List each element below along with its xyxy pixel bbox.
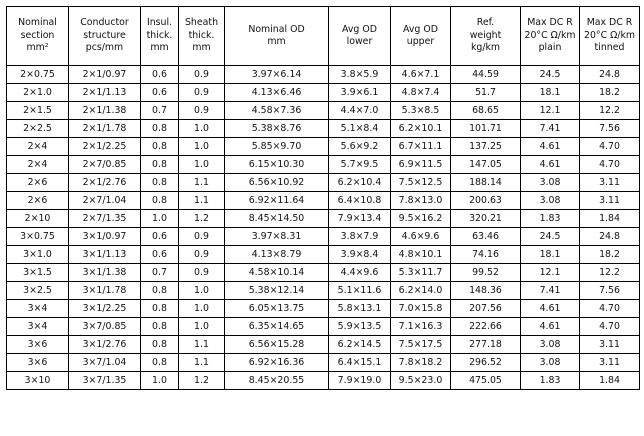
table-cell: 3×1/0.97 [69,228,141,246]
table-cell: 3×7/1.35 [69,372,141,390]
table-header-row [7,7,640,66]
table-cell: 6.92×16.36 [225,354,329,372]
table-cell: 9.5×16.2 [391,210,451,228]
table-row [7,210,640,228]
table-cell: 3.11 [580,192,640,210]
table-cell: 3×1/1.78 [69,282,141,300]
column-header-line: plain [538,42,562,54]
table-cell: 4.70 [580,300,640,318]
table-cell: 24.5 [521,66,580,84]
table-cell: 2×1/2.25 [69,138,141,156]
table-cell: 1.2 [179,372,225,390]
table-cell: 68.65 [451,102,521,120]
column-header-line: Max DC R [527,17,573,29]
column-header [225,7,329,66]
table-cell: 3.08 [521,174,580,192]
column-header [7,7,69,66]
table-cell: 0.6 [141,66,179,84]
table-cell: 7.41 [521,282,580,300]
table-cell: 24.8 [580,228,640,246]
table-cell: 7.8×18.2 [391,354,451,372]
table-cell: 0.6 [141,84,179,102]
table-row [7,102,640,120]
table-cell: 0.6 [141,228,179,246]
column-header-line: tinned [594,42,625,54]
table-cell: 8.45×20.55 [225,372,329,390]
table-cell: 3×6 [7,354,69,372]
table-cell: 18.1 [521,84,580,102]
table-cell: 51.7 [451,84,521,102]
table-cell: 2×1/1.78 [69,120,141,138]
table-row [7,354,640,372]
table-cell: 2×1/2.76 [69,174,141,192]
table-row [7,84,640,102]
column-header-line: mm [150,42,169,54]
table-cell: 6.2×10.4 [329,174,391,192]
table-cell: 7.8×13.0 [391,192,451,210]
table-cell: 0.7 [141,102,179,120]
table-cell: 2×1/1.38 [69,102,141,120]
column-header-line: mm [267,36,286,47]
table-cell: 4.58×10.14 [225,264,329,282]
table-cell: 3.97×8.31 [225,228,329,246]
table-cell: 6.4×10.8 [329,192,391,210]
table-cell: 7.1×16.3 [391,318,451,336]
table-cell: 2×4 [7,138,69,156]
column-header [179,7,225,66]
table-cell: 3×4 [7,318,69,336]
column-header-line: Nominal OD [248,23,305,35]
table-cell: 4.6×9.6 [391,228,451,246]
table-row [7,372,640,390]
table-cell: 0.9 [179,102,225,120]
table-cell: 0.9 [179,264,225,282]
table-cell: 0.9 [179,84,225,102]
column-header-line: 20°C Ω/km [583,29,636,41]
table-cell: 4.8×10.1 [391,246,451,264]
table-cell: 3×4 [7,300,69,318]
table-cell: 24.8 [580,66,640,84]
cable-spec-table [6,6,640,390]
table-cell: 277.18 [451,336,521,354]
table-cell: 4.61 [521,300,580,318]
table-cell: 2×7/1.04 [69,192,141,210]
table-row [7,156,640,174]
table-cell: 1.0 [141,210,179,228]
table-cell: 2×1.5 [7,102,69,120]
table-cell: 3.08 [521,354,580,372]
table-cell: 1.0 [179,156,225,174]
table-cell: 2×2.5 [7,120,69,138]
table-cell: 6.2×14.0 [391,282,451,300]
table-cell: 24.5 [521,228,580,246]
table-cell: 4.13×6.46 [225,84,329,102]
table-cell: 4.70 [580,156,640,174]
table-row [7,138,640,156]
table-cell: 3.97×6.14 [225,66,329,84]
table-cell: 3.9×6.1 [329,84,391,102]
table-cell: 6.56×10.92 [225,174,329,192]
table-cell: 3.08 [521,336,580,354]
table-cell: 3×6 [7,336,69,354]
table-cell: 2×1/1.13 [69,84,141,102]
column-header-line: 20°C Ω/km [524,29,576,41]
table-row [7,174,640,192]
column-header-line: Max DC R [586,17,633,29]
table-cell: 5.85×9.70 [225,138,329,156]
table-cell: 0.8 [141,354,179,372]
table-body [7,66,640,390]
table-cell: 1.83 [521,210,580,228]
column-header-line: mm² [26,42,49,54]
table-cell: 3×7/0.85 [69,318,141,336]
table-row [7,264,640,282]
table-cell: 18.1 [521,246,580,264]
column-header-line: weight [469,29,502,41]
table-cell: 4.58×7.36 [225,102,329,120]
table-cell: 4.4×9.6 [329,264,391,282]
table-cell: 6.56×15.28 [225,336,329,354]
table-cell: 4.61 [521,138,580,156]
table-cell: 3.11 [580,174,640,192]
column-header [141,7,179,66]
table-cell: 0.6 [141,246,179,264]
table-cell: 2×1.0 [7,84,69,102]
table-cell: 7.9×13.4 [329,210,391,228]
table-row [7,282,640,300]
table-cell: 1.1 [179,192,225,210]
table-cell: 6.35×14.65 [225,318,329,336]
table-cell: 1.0 [179,282,225,300]
table-cell: 0.9 [179,66,225,84]
table-cell: 5.3×8.5 [391,102,451,120]
table-cell: 8.45×14.50 [225,210,329,228]
table-cell: 475.05 [451,372,521,390]
table-cell: 1.0 [141,372,179,390]
table-cell: 222.66 [451,318,521,336]
column-header-line: Avg OD [403,23,438,35]
table-cell: 1.1 [179,174,225,192]
table-cell: 2×0.75 [7,66,69,84]
table-row [7,120,640,138]
table-cell: 0.8 [141,138,179,156]
table-cell: 0.8 [141,300,179,318]
table-cell: 5.38×8.76 [225,120,329,138]
table-cell: 200.63 [451,192,521,210]
column-header [451,7,521,66]
table-cell: 320.21 [451,210,521,228]
table-cell: 4.13×8.79 [225,246,329,264]
table-cell: 3×1.5 [7,264,69,282]
table-cell: 3×1/2.76 [69,336,141,354]
table-cell: 7.5×12.5 [391,174,451,192]
table-cell: 7.56 [580,120,640,138]
table-cell: 6.92×11.64 [225,192,329,210]
table-cell: 4.70 [580,318,640,336]
table-cell: 1.0 [179,120,225,138]
table-cell: 0.8 [141,336,179,354]
table-row [7,336,640,354]
table-cell: 0.8 [141,174,179,192]
table-cell: 137.25 [451,138,521,156]
table-cell: 207.56 [451,300,521,318]
table-cell: 6.9×11.5 [391,156,451,174]
table-cell: 1.2 [179,210,225,228]
table-cell: 4.61 [521,156,580,174]
table-cell: 2×6 [7,192,69,210]
table-cell: 5.1×8.4 [329,120,391,138]
table-cell: 6.15×10.30 [225,156,329,174]
column-header-line: upper [406,36,435,47]
table-cell: 4.8×7.4 [391,84,451,102]
column-header-line: section [20,29,55,41]
column-header-line: lower [346,36,373,47]
table-cell: 3×10 [7,372,69,390]
table-cell: 7.0×15.8 [391,300,451,318]
table-cell: 4.61 [521,318,580,336]
table-cell: 6.2×10.1 [391,120,451,138]
column-header-line: pcs/mm [85,42,124,54]
cable-spec-table-container [6,6,640,390]
table-cell: 4.70 [580,138,640,156]
table-cell: 5.3×11.7 [391,264,451,282]
table-cell: 148.36 [451,282,521,300]
table-cell: 7.5×17.5 [391,336,451,354]
table-cell: 5.38×12.14 [225,282,329,300]
column-header-line: Avg OD [342,23,377,35]
table-cell: 6.4×15.1 [329,354,391,372]
table-cell: 4.4×7.0 [329,102,391,120]
table-cell: 44.59 [451,66,521,84]
table-cell: 5.8×13.1 [329,300,391,318]
table-cell: 5.7×9.5 [329,156,391,174]
table-cell: 2×6 [7,174,69,192]
table-cell: 7.56 [580,282,640,300]
table-cell: 0.9 [179,246,225,264]
table-cell: 99.52 [451,264,521,282]
table-cell: 6.05×13.75 [225,300,329,318]
table-row [7,246,640,264]
table-cell: 2×7/0.85 [69,156,141,174]
column-header [69,7,141,66]
table-cell: 1.0 [179,300,225,318]
table-cell: 12.1 [521,264,580,282]
table-cell: 3.08 [521,192,580,210]
table-cell: 3×1.0 [7,246,69,264]
table-cell: 1.0 [179,138,225,156]
table-cell: 2×1/0.97 [69,66,141,84]
table-cell: 101.71 [451,120,521,138]
table-cell: 18.2 [580,246,640,264]
table-cell: 0.8 [141,282,179,300]
table-cell: 6.2×14.5 [329,336,391,354]
table-cell: 2×4 [7,156,69,174]
table-cell: 147.05 [451,156,521,174]
table-cell: 7.9×19.0 [329,372,391,390]
table-cell: 2×7/1.35 [69,210,141,228]
table-cell: 3.8×5.9 [329,66,391,84]
table-cell: 3×1/1.13 [69,246,141,264]
table-cell: 6.7×11.1 [391,138,451,156]
table-cell: 188.14 [451,174,521,192]
table-cell: 3.11 [580,354,640,372]
table-cell: 0.7 [141,264,179,282]
column-header-line: kg/km [470,42,501,54]
table-row [7,300,640,318]
column-header-line: mm [192,42,211,54]
table-row [7,228,640,246]
table-row [7,192,640,210]
table-cell: 1.84 [580,372,640,390]
table-cell: 1.0 [179,318,225,336]
table-cell: 63.46 [451,228,521,246]
column-header-line: Conductor [80,17,129,29]
table-cell: 3.11 [580,336,640,354]
column-header [580,7,640,66]
column-header [521,7,580,66]
table-cell: 5.6×9.2 [329,138,391,156]
table-cell: 9.5×23.0 [391,372,451,390]
table-cell: 12.2 [580,102,640,120]
table-row [7,66,640,84]
column-header-line: thick. [146,29,173,41]
table-cell: 1.1 [179,354,225,372]
column-header-line: Nominal [18,17,57,29]
table-cell: 2×10 [7,210,69,228]
table-cell: 12.2 [580,264,640,282]
table-cell: 5.9×13.5 [329,318,391,336]
table-cell: 0.8 [141,120,179,138]
column-header [329,7,391,66]
table-cell: 3×0.75 [7,228,69,246]
table-cell: 1.84 [580,210,640,228]
table-cell: 12.1 [521,102,580,120]
table-cell: 3×7/1.04 [69,354,141,372]
table-cell: 5.1×11.6 [329,282,391,300]
table-cell: 3×2.5 [7,282,69,300]
table-cell: 0.9 [179,228,225,246]
table-cell: 0.8 [141,156,179,174]
table-cell: 3×1/1.38 [69,264,141,282]
column-header-line: Sheath [184,17,219,29]
table-cell: 3.8×7.9 [329,228,391,246]
table-cell: 3×1/2.25 [69,300,141,318]
column-header-line: structure [83,29,126,41]
column-header-line: Insul. [146,17,173,29]
column-header [391,7,451,66]
column-header-line: Ref. [476,17,495,29]
table-cell: 1.83 [521,372,580,390]
table-cell: 0.8 [141,318,179,336]
table-cell: 7.41 [521,120,580,138]
table-cell: 4.6×7.1 [391,66,451,84]
table-cell: 18.2 [580,84,640,102]
table-cell: 0.8 [141,192,179,210]
table-cell: 296.52 [451,354,521,372]
table-cell: 1.1 [179,336,225,354]
table-cell: 3.9×8.4 [329,246,391,264]
table-row [7,318,640,336]
table-cell: 74.16 [451,246,521,264]
column-header-line: thick. [188,29,215,41]
